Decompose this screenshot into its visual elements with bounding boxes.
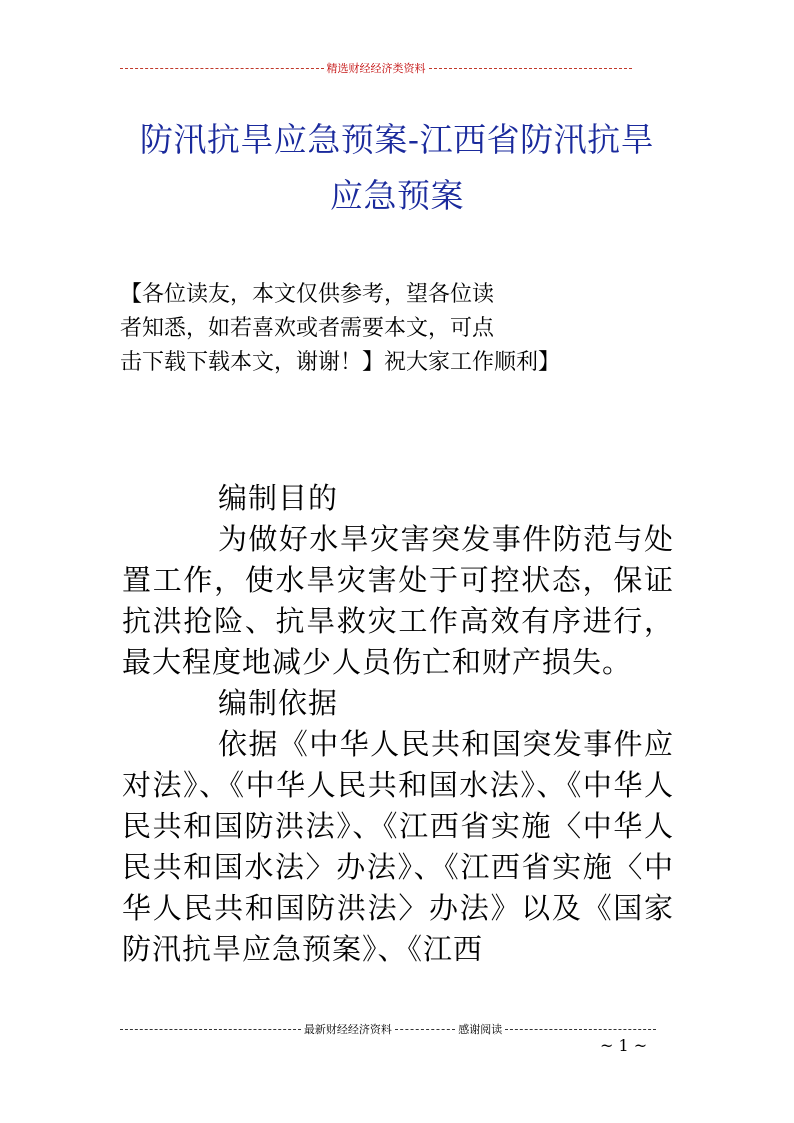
footer-left-text: 最新财经经济资料 bbox=[303, 1023, 392, 1036]
notice-line-1: 【各位读友，本文仅供参考，望各位读 bbox=[120, 282, 495, 307]
section-heading-purpose: 编制目的 bbox=[218, 481, 339, 515]
reader-notice bbox=[120, 278, 640, 380]
header-dash-left bbox=[120, 68, 324, 69]
paragraph-purpose: 为做好水旱灾害突发事件防范与处置工作，使水旱灾害处于可控状态，保证抗洪抢险、抗旱救灾工作高效有序进行，最大程度地减少人员伤亡和财产损失。 bbox=[122, 522, 674, 679]
footer-dash-1 bbox=[120, 1029, 301, 1030]
header-rule bbox=[120, 62, 632, 74]
header-dash-right bbox=[429, 68, 633, 69]
paragraph-basis: 依据《中华人民共和国突发事件应对法》、《中华人民共和国水法》、《中华人民共和国防洪法》、《江西省实施〈中华人民共和国水法〉办法》、《江西省实施〈中华人民共和国防洪法〉办法》以及《国家防汛抗旱应急预案》、《江西 bbox=[122, 727, 674, 966]
document-body bbox=[122, 478, 674, 970]
notice-line-3: 击下载下载本文，谢谢！】祝大家工作顺利】 bbox=[120, 350, 561, 375]
footer-rule bbox=[120, 1023, 656, 1035]
header-text: 精选财经经济类资料 bbox=[326, 62, 426, 75]
section-heading-basis: 编制依据 bbox=[218, 686, 339, 720]
footer-dash-2 bbox=[395, 1029, 455, 1030]
title-line-1: 防汛抗旱应急预案-江西省防汛抗旱 bbox=[139, 120, 655, 159]
document-title bbox=[80, 112, 714, 224]
title-line-2: 应急预案 bbox=[330, 176, 464, 215]
page-number: ~ 1 ~ bbox=[600, 1036, 648, 1055]
footer-dash-3 bbox=[505, 1029, 656, 1030]
notice-line-2: 者知悉，如若喜欢或者需要本文，可点 bbox=[120, 316, 495, 341]
footer-right-text: 感谢阅读 bbox=[458, 1023, 503, 1036]
